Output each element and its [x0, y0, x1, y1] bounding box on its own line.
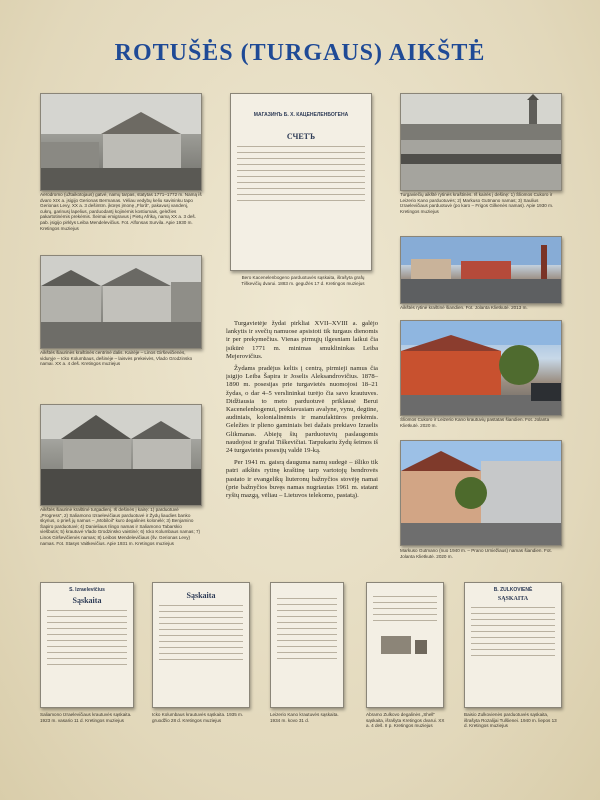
article-paragraph: Per 1941 m. gaisrą dauguma namų sudegė – išliko tik patri aikštės rytinę kraštinę tarp vartotojų bendrovės pastato ir evangelikų liuteronų bažnyčios stovėję namai (prie bažnyčios buvęs namas nugriautas 1961 m. statant ryšių mazgą, vėliau – Lietuvos telekomo, pastatą). — [226, 459, 378, 500]
gas-station-illustration-icon — [367, 626, 443, 666]
invoice-title: СЧЕТЪ — [286, 132, 316, 141]
bottom-caption: Abramo Zulkovo degalinės „Shell“ sąskaita, išrašyta Kretingos dvarui. XX a. 4 deš. II p. Kretingos muziejus — [366, 712, 445, 729]
caption-cukoro-kano: Šliomos Cukoro ir Leizerio Kano krautuvių pastatas šiandien. Fot. Jolanta Klietkutė. 2020 m. — [400, 417, 550, 428]
photo-cukoro-kano-2020 — [400, 320, 562, 416]
invoice-kacenelenbogen — [230, 93, 372, 271]
photo-east-side-1930 — [400, 93, 562, 191]
square-crowd-photo-icon — [401, 94, 561, 190]
bill-title: SĄSKAITA — [497, 596, 529, 602]
caption-east-side-1930: Turgaviečių aikštė rytinės kraštinės. Iš kairės į dešinę: 1) Šliomos Cukoro ir Leizerio Kano parduotuvės; 2) Markuso Gutmano namas; 3) Saulius Izraelevičiaus parduotuvė (po karo – Frigos Gilkenės namas). Apie 1930 m. Kretingos muziejus — [400, 192, 554, 214]
caption-invoice: Bero Kacenelenbogeno parduotuvės sąskaita, išrašyta grafų Tiškevičių dvarui. 1883 m. gegužės 17 d. Kretingos muziejus — [241, 275, 365, 286]
photo-gutmano-2020 — [400, 440, 562, 546]
bill-shell — [366, 582, 444, 708]
caption-east-side-2013: Aikštės rytinė kraštinė šiandien. Fot. Jolanta Klietkutė. 2013 m. — [400, 305, 528, 310]
bill-kano — [270, 582, 344, 708]
bill-store-name: S. Izraelevičius — [69, 587, 105, 593]
invoice-store-name: МАГАЗИНЪ Б. Х. КАЦЕНЕЛЕНБОГЕНА — [253, 112, 349, 118]
article-paragraph: Turgavietėje žydai pirkliai XVII–XVIII a. galėjo lankytis ir svečių namuose apsistoti tik turgaus dienomis ir per prekymečius. Vienas pirmųjų ilgesniam laikui čia įsikūrė 1771 m. minimas smuklininkas Leiba Mejerovičius. — [226, 320, 378, 360]
bottom-caption: Baisio Zulkovienės parduotuvės sąskaita, išrašyta Rozalijai Tulšienei. 1940 m. liepos 13 d. Kretingos muziejus — [464, 712, 557, 729]
market-crowd-photo-icon — [41, 405, 201, 505]
bill-izraelevicius — [40, 582, 134, 708]
invoice-lines — [231, 146, 371, 201]
caption-townhall: Aerodromo (užtaikotojaus) gatvė, namų tarpas, statytas 1771–1772 m. Namą iš dvaro XIX a. įsigijo Gerionas Bermanas. Vėliau vedybų keliu savininku tapo Gerionas Levy, XX a. 3 dešimtm. įkūręs įmonę „Floră“, pakavusį vandenį, cukrų, garinusį lapelius, parduodantį kojinėmis kostiumais, geležies pakartotinėmis prekėmis. Šeimai emigravus į Pietų Afriką, namą XX a. 3 deš. pab. įsigijo pirklys Leiba Mendelevičius. Fot. Alfonsas Survila. Apie 1930 m. Kretingos muziejus — [40, 192, 202, 231]
photo-east-side-2013 — [400, 236, 562, 304]
photo-north-side — [40, 255, 202, 349]
caption-gutmano: Markuso Gutmano (nuo 1940 m. – Prano Urniežiaus) namas šiandien. Fot. Jolanta Klietkutė. 2020 m. — [400, 548, 552, 559]
bill-zulkoviene — [464, 582, 562, 708]
bill-kolumbaus — [152, 582, 250, 708]
bottom-caption: Saliamono Izraelevičiaus krautuvės sąskaita. 1923 m. vasario 11 d. Kretingos muziejus — [40, 712, 132, 723]
old-buildings-photo-icon — [41, 256, 201, 348]
bill-title: Sąskaita — [72, 596, 102, 605]
main-article — [226, 320, 378, 504]
bottom-caption: Leizerio Kano krautuvės sąskaita. 1934 m. kovo 31 d. — [270, 712, 339, 723]
photo-market-day — [40, 404, 202, 506]
shop-building-photo-icon — [401, 321, 561, 415]
photo-townhall-1930 — [40, 93, 202, 191]
caption-north-side: Aikštės šiaurinės kraštinės centrinė dalis. Kairėje – Linos Girševičienės, viduryje – Icko Kolumbaus, dešinėje – laisvės prekeivės, Vlado Grodzinsko namai. XX a. 4 deš. Kretingos muziejus — [40, 350, 193, 367]
article-paragraph: Žydams pradėjus keltis į centrą, pirmieji namus čia įsigijo Leiba Šapira ir Joselis Aleksandrovičius. 1878–1890 m. posesijas prie turgavietės nuomojosi 18–21 žydas, o dar 4–5 verslininkai turėjo čia savo krautuves. Didžiausia to meto parduotuvė priklausė Berui Kacenelenbogenui, prekiavusiam avalyne, vynu, degtine, audiniais, kolonialinėmis ir manufaktūros prekėmis. Geležies ir plieno gaminiais bei dažais prekiavo Izraelis Glikmanas. Abiejų šių parduotuvių paslaugomis naudojosi ir grafai Tiškevičiai. Tarpukariu žydų šeimos iš 24 turgavietės posesijų valdė 19-ką. — [226, 365, 378, 455]
caption-market-day: Aikštės šiaurinė kraštinė turgadienį. Iš dešinės į kairę: 1) parduotuvė „Progress“, 2) Saliamono Izraelevičiaus parduotuvė ir Žydų liaudies banko skyrius, o prieš jų namus – „Mobiloil“ kuro degalinės kolonėlė; 3) Benjamino Šapiro parduotuvė; 4) Danieliaus Ilingo namas ir Saliamono Tabarskio viešbutis; 5) krautuvė Vlado Grodzinsko vaistinė; 6) Icko Kolumbaus namas; 7) Linos Girševičienės namas; 8) Leibos Mendelevičiaus (šv. Gerionas Levy) namas. Fot. Stasys Vaitkevičius. Apie 1931 m. Kretingos muziejus — [40, 507, 201, 546]
bill-store-name: B. ZULKOVIENĖ — [493, 587, 533, 593]
bill-title: Sąskaita — [186, 591, 216, 600]
modern-square-photo-icon — [401, 237, 561, 303]
page-title: ROTUŠĖS (TURGAUS) AIKŠTĖ — [114, 40, 486, 66]
bottom-caption: Icko Kolumbaus krautuvės sąskaita. 1935 m. gruodžio 28 d. Kretingos muziejus — [152, 712, 244, 723]
corner-building-photo-icon — [401, 441, 561, 545]
old-street-photo-icon — [41, 94, 201, 190]
